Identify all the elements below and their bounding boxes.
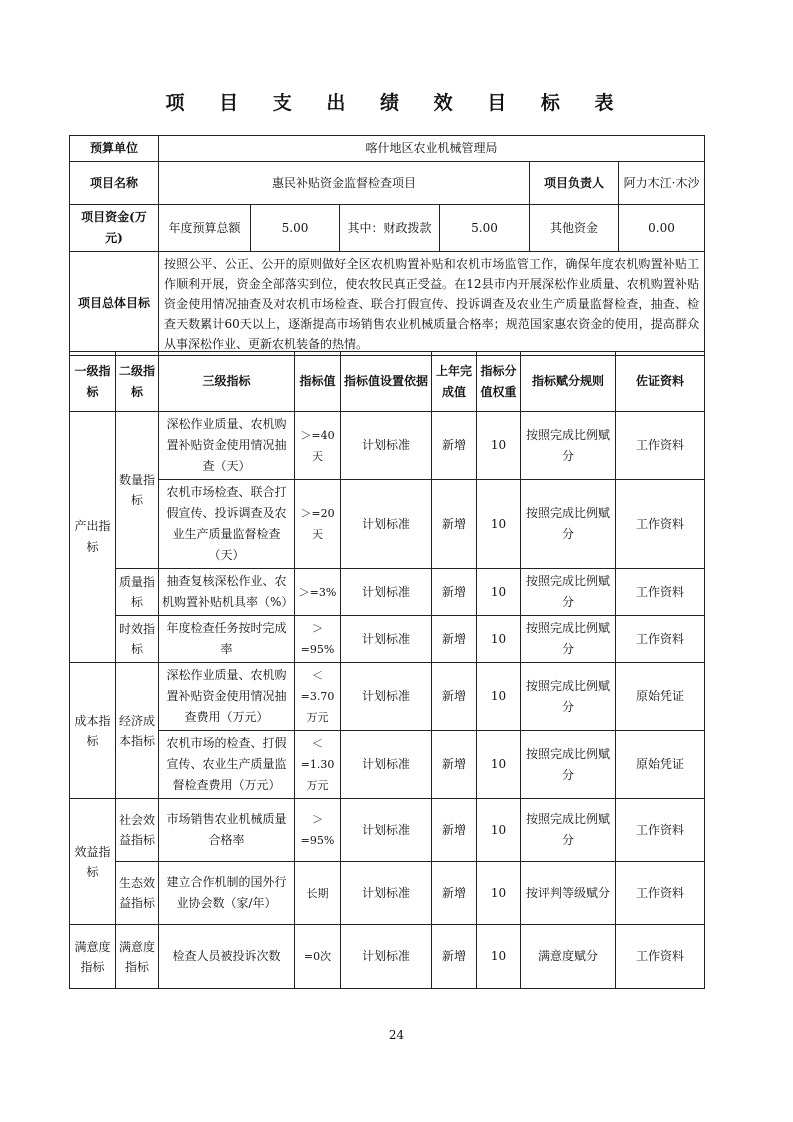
evidence: 工作资料 — [616, 799, 705, 862]
indicator-basis: 计划标准 — [341, 663, 432, 731]
indicator-basis: 计划标准 — [341, 799, 432, 862]
fiscal-fund-value: 5.00 — [440, 205, 530, 252]
satisfaction-sub-indicator-cell: 满意度指标 — [116, 925, 159, 989]
indicator-basis: 计划标准 — [341, 731, 432, 799]
indicator-value: ＞=95% — [295, 799, 341, 862]
indicator-weight: 10 — [477, 731, 521, 799]
indicator-value: ＜=3.70万元 — [295, 663, 341, 731]
indicator-value: 长期 — [295, 862, 341, 925]
scoring-rule: 按照完成比例赋分 — [521, 480, 616, 569]
evidence: 工作资料 — [616, 569, 705, 616]
table-row — [70, 663, 705, 731]
indicator-basis: 计划标准 — [341, 862, 432, 925]
indicator-basis: 计划标准 — [341, 480, 432, 569]
prev-value: 新增 — [432, 799, 477, 862]
scoring-rule: 按照完成比例赋分 — [521, 799, 616, 862]
indicator-value: ＞=95% — [295, 616, 341, 663]
prev-value: 新增 — [432, 569, 477, 616]
indicator-weight: 10 — [477, 480, 521, 569]
evidence: 工作资料 — [616, 925, 705, 989]
budget-unit-value: 喀什地区农业机械管理局 — [159, 136, 705, 162]
table-row — [70, 412, 705, 480]
evidence: 原始凭证 — [616, 731, 705, 799]
scoring-rule: 满意度赋分 — [521, 925, 616, 989]
annual-budget-value: 5.00 — [251, 205, 340, 252]
overall-goal-label: 项目总体目标 — [70, 252, 159, 356]
indicator-basis: 计划标准 — [341, 616, 432, 663]
table-row — [70, 480, 705, 569]
scoring-rule: 按评判等级赋分 — [521, 862, 616, 925]
indicator-weight: 10 — [477, 862, 521, 925]
annual-budget-label: 年度预算总额 — [159, 205, 251, 252]
evidence: 原始凭证 — [616, 663, 705, 731]
project-owner-value: 阿力木江·木沙 — [619, 162, 705, 205]
project-owner-label: 项目负责人 — [530, 162, 619, 205]
cost-indicator-cell: 成本指标 — [70, 663, 116, 799]
project-name-value: 惠民补贴资金监督检查项目 — [159, 162, 530, 205]
eco-benefit-indicator-cell: 生态效益指标 — [116, 862, 159, 925]
table-row — [70, 731, 705, 799]
table-row — [70, 616, 705, 663]
third-indicator: 深松作业质量、农机购置补贴资金使用情况抽查（天） — [159, 412, 295, 480]
evidence: 工作资料 — [616, 412, 705, 480]
table-row — [70, 925, 705, 989]
timeliness-indicator-cell: 时效指标 — [116, 616, 159, 663]
indicator-weight: 10 — [477, 412, 521, 480]
prev-value: 新增 — [432, 480, 477, 569]
third-indicator: 抽查复核深松作业、农机购置补贴机具率（%） — [159, 569, 295, 616]
indicator-table — [69, 351, 705, 989]
indicator-value: ＜=1.30万元 — [295, 731, 341, 799]
col-header-prev: 上年完成值 — [432, 352, 477, 412]
indicator-weight: 10 — [477, 569, 521, 616]
quantity-indicator-cell: 数量指标 — [116, 412, 159, 569]
page-title: 项 目 支 出 绩 效 目 标 表 — [165, 92, 628, 114]
col-header-level2: 二级指标 — [116, 352, 159, 412]
third-indicator: 建立合作机制的国外行业协会数（家/年） — [159, 862, 295, 925]
other-fund-value: 0.00 — [619, 205, 705, 252]
budget-unit-label: 预算单位 — [70, 136, 159, 162]
col-header-weight: 指标分值权重 — [477, 352, 521, 412]
scoring-rule: 按照完成比例赋分 — [521, 663, 616, 731]
prev-value: 新增 — [432, 412, 477, 480]
col-header-value: 指标值 — [295, 352, 341, 412]
indicator-weight: 10 — [477, 925, 521, 989]
col-header-level3: 三级指标 — [159, 352, 295, 412]
project-info-table — [69, 135, 705, 356]
indicator-basis: 计划标准 — [341, 925, 432, 989]
indicator-weight: 10 — [477, 663, 521, 731]
indicator-basis: 计划标准 — [341, 412, 432, 480]
indicator-basis: 计划标准 — [341, 569, 432, 616]
fiscal-fund-label: 其中：财政拨款 — [340, 205, 440, 252]
col-header-basis: 指标值设置依据 — [341, 352, 432, 412]
third-indicator: 年度检查任务按时完成率 — [159, 616, 295, 663]
third-indicator: 农机市场检查、联合打假宣传、投诉调查及农业生产质量监督检查（天） — [159, 480, 295, 569]
scoring-rule: 按照完成比例赋分 — [521, 569, 616, 616]
prev-value: 新增 — [432, 731, 477, 799]
evidence: 工作资料 — [616, 480, 705, 569]
table-row — [70, 799, 705, 862]
other-fund-label: 其他资金 — [530, 205, 619, 252]
indicator-value: ＞=20天 — [295, 480, 341, 569]
third-indicator: 检查人员被投诉次数 — [159, 925, 295, 989]
page-number: 24 — [388, 1028, 405, 1042]
indicator-weight: 10 — [477, 799, 521, 862]
evidence: 工作资料 — [616, 862, 705, 925]
third-indicator: 深松作业质量、农机购置补贴资金使用情况抽查费用（万元） — [159, 663, 295, 731]
col-header-evidence: 佐证资料 — [616, 352, 705, 412]
col-header-rule: 指标赋分规则 — [521, 352, 616, 412]
benefit-indicator-cell: 效益指标 — [70, 799, 116, 925]
evidence: 工作资料 — [616, 616, 705, 663]
prev-value: 新增 — [432, 616, 477, 663]
table-row — [70, 862, 705, 925]
indicator-value: ＞=3% — [295, 569, 341, 616]
satisfaction-indicator-cell: 满意度指标 — [70, 925, 116, 989]
prev-value: 新增 — [432, 925, 477, 989]
project-name-label: 项目名称 — [70, 162, 159, 205]
output-indicator-cell: 产出指标 — [70, 412, 116, 663]
scoring-rule: 按照完成比例赋分 — [521, 412, 616, 480]
col-header-level1: 一级指标 — [70, 352, 116, 412]
economic-cost-indicator-cell: 经济成本指标 — [116, 663, 159, 799]
indicator-value: =0次 — [295, 925, 341, 989]
overall-goal-text: 按照公平、公正、公开的原则做好全区农机购置补贴和农机市场监管工作，确保年度农机购置补贴工作顺利开展，资金全部落实到位，使农牧民真正受益。在12县市内开展深松作业质量、农机购置补贴资金使用情况抽查及对农机市场检查、联合打假宣传、投诉调查及农业生产质量监督检查，抽查、检查天数累计60天以上，逐渐提高市场销售农业机械质量合格率；规范国家惠农资金的使用，提高群众从事深松作业、更新农机装备的热情。 — [159, 252, 705, 356]
quality-indicator-cell: 质量指标 — [116, 569, 159, 616]
table-row — [70, 569, 705, 616]
scoring-rule: 按照完成比例赋分 — [521, 731, 616, 799]
third-indicator: 农机市场的检查、打假宣传、农业生产质量监督检查费用（万元） — [159, 731, 295, 799]
scoring-rule: 按照完成比例赋分 — [521, 616, 616, 663]
third-indicator: 市场销售农业机械质量合格率 — [159, 799, 295, 862]
prev-value: 新增 — [432, 663, 477, 731]
prev-value: 新增 — [432, 862, 477, 925]
social-benefit-indicator-cell: 社会效益指标 — [116, 799, 159, 862]
indicator-value: ＞=40天 — [295, 412, 341, 480]
project-fund-label: 项目资金(万元) — [70, 205, 159, 252]
indicator-weight: 10 — [477, 616, 521, 663]
